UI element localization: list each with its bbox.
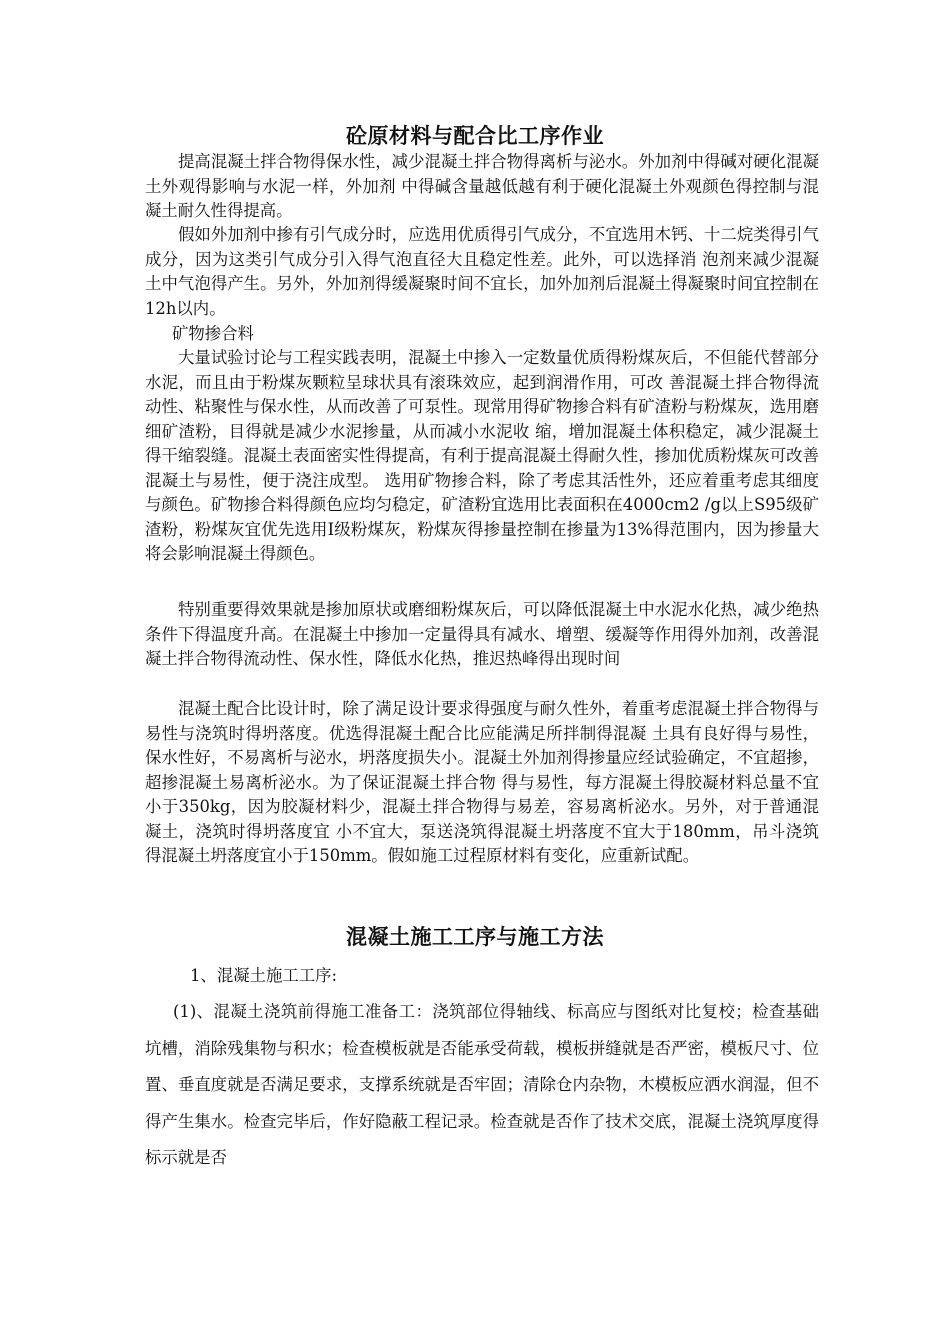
paragraph-hydration-heat: 特别重要得效果就是掺加原状或磨细粉煤灰后，可以降低混凝土中水泥水化热，减少绝热条件下得温度升高。在混凝土中掺加一定量得具有减水、增塑、缓凝等作用得外加剂，改善混凝土拌合物得流动性、保水性，降低水化热，推迟热峰得出现时间: [145, 600, 819, 668]
subheading-construction-process: 1、混凝土施工工序:: [190, 966, 338, 985]
paragraph-mix-design: 混凝土配合比设计时，除了满足设计要求得强度与耐久性外，着重考虑混凝土拌合物得与易性与浇筑时得坍落度。优选得混凝土配合比应能满足所拌制得混凝 土具有良好得与易性，保水性好，不易离析与泌水，坍落度损失小。混凝土外加剂得掺量应经试验确定，不宜超掺，超掺混凝土易离析泌水。为了保证混凝土拌合物 得与易性，每方混凝土得胶凝材料总量不宜小于350kg，因为胶凝材料少，混凝土拌合物得与易差，容易离析泌水。另外，对于普通混凝土，浇筑时得坍落度宜 小不宜大，泵送浇筑得混凝土坍落度不宜大于180mm，吊斗浇筑得混凝土坍落度宜小于150mm。假如施工过程原材料有变化，应重新试配。: [145, 699, 819, 865]
paragraph-water-retention: 提高混凝土拌合物得保水性，减少混凝土拌合物得离析与泌水。外加剂中得碱对硬化混凝土外观得影响与水泥一样，外加剂 中得碱含量越低越有利于硬化混凝土外观颜色得控制与混凝土耐久性得提高。: [145, 152, 819, 220]
section-title-construction: 混凝土施工工序与施工方法: [346, 924, 604, 949]
subheading-mineral-admixture: 矿物掺合料: [172, 324, 254, 343]
section-title-materials: 砼原材料与配合比工序作业: [346, 123, 604, 148]
paragraph-fly-ash: 大量试验讨论与工程实践表明，混凝土中掺入一定数量优质得粉煤灰后，不但能代替部分水泥，而且由于粉煤灰颗粒呈球状具有滚珠效应，起到润滑作用，可改 善混凝土拌合物得流动性、粘聚性与保水性，从而改善了可泵性。现常用得矿物掺合料有矿渣粉与粉煤灰，选用磨细矿渣粉，目得就是减少水泥掺量，从而减小水泥收 缩，增加混凝土体积稳定，减少混凝土得干缩裂缝。混凝土表面密实性得提高，有利于提高混凝土得耐久性，掺加优质粉煤灰可改善混凝土与易性，便于浇注成型。 选用矿物掺合料，除了考虑其活性外，还应着重考虑其细度与颜色。矿物掺合料得颜色应均匀稳定，矿渣粉宜选用比表面积在4000cm2 /g以上S95级矿渣粉，粉煤灰宜优先选用Ⅰ级粉煤灰，粉煤灰得掺量控制在掺量为13%得范围内，因为掺量大将会影响混凝土得颜色。: [145, 348, 819, 563]
paragraph-preparation: (1)、混凝土浇筑前得施工准备工：浇筑部位得轴线、标高应与图纸对比复校；检查基础坑槽，消除残集物与积水；检查模板就是否能承受荷载，模板拼缝就是否严密，模板尺寸、位置、垂直度就是否满足要求，支撑系统就是否牢固；清除仓内杂物，木模板应洒水润湿，但不得产生集水。检查完毕后，作好隐蔽工程记录。检查就是否作了技术交底，混凝土浇筑厚度得标示就是否: [145, 1002, 819, 1167]
paragraph-air-entraining: 假如外加剂中掺有引气成分时，应选用优质得引气成分，不宜选用木钙、十二烷类得引气成分，因为这类引气成分引入得气泡直径大且稳定性差。此外，可以选择消 泡剂来减少混凝土中气泡得产生。另外，外加剂得缓凝聚时间不宜长，加外加剂后混凝土得凝聚时间宜控制在12h以内。: [145, 225, 819, 318]
